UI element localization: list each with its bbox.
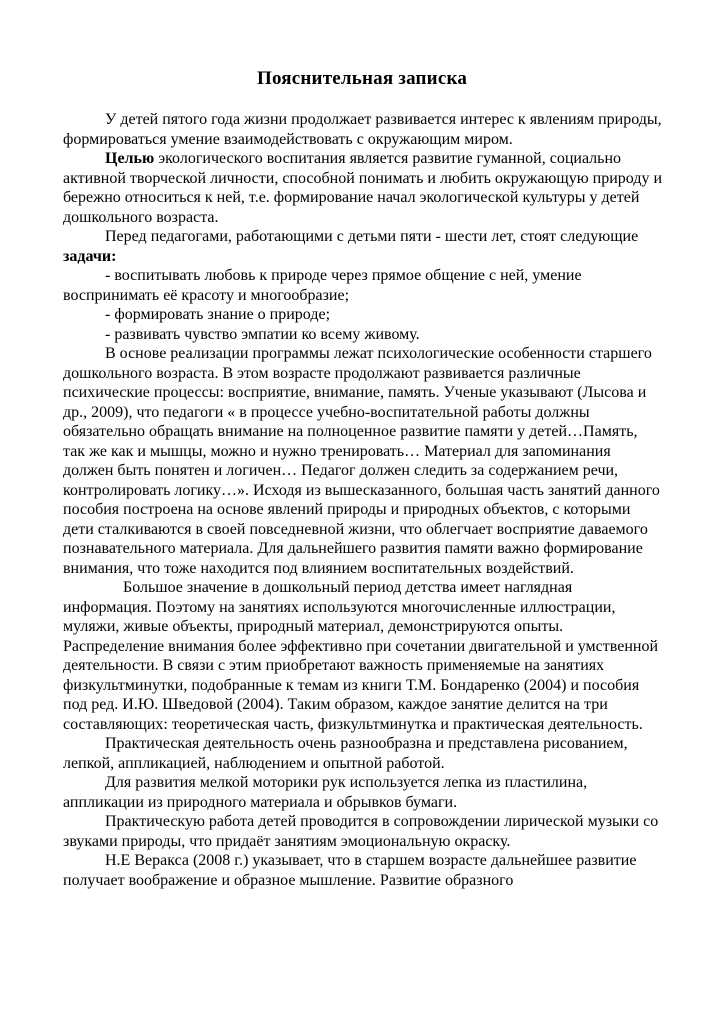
text-run: Практическую работа детей проводится в сопровождении лирической музыки со звуками природы, что придаёт занятиям эмоциональную окраску. (63, 813, 659, 850)
task-item-love-nature (63, 266, 663, 305)
paragraph-intro (63, 110, 663, 149)
text-run: В основе реализации программы лежат психологические особенности старшего дошкольного возраста. В этом возрасте продолжают развивается различные психические процессы: восприятие, внимание, память. Ученые указывают (Лысова и др., 2009), что педагоги « в процессе учебно-воспитательной работы должны обязательно обращать внимание на полноценное развитие памяти у детей…Память, так же как и мышцы, можно и нужно тренировать… Материал для запоминания должен быть понятен и логичен… Педагог должен следить за содержанием речи, контролировать логику…». Исходя из вышесказанного, большая часть занятий данного пособия построена на основе явлений природы и природных объектов, с которыми дети сталкиваются в своей повседневной жизни, что облегчает восприятие даваемого познавательного материала. Для дальнейшего развития памяти важно формирование внимания, что тоже находится под влиянием воспитательных воздействий. (63, 345, 660, 577)
text-run: экологического воспитания является развитие гуманной, социально активной творческой личности, способной понимать и любить окружающую природу и бережно относиться к ней, т.е. формирование начал экологической культуры у детей дошкольного возраста. (63, 150, 663, 226)
text-run: Н.Е Веракса (2008 г.) указывает, что в старшем возрасте дальнейшее развитие получает воображение и образное мышление. Развитие образного (63, 852, 637, 889)
text-run: Перед педагогами, работающими с детьми пяти - шести лет, стоят следующие (105, 228, 639, 245)
paragraph-psychological-basis (63, 344, 663, 578)
text-run: - воспитывать любовь к природе через прямое общение с ней, умение воспринимать её красоту и многообразие; (63, 267, 582, 304)
task-item-empathy (63, 325, 663, 345)
paragraph-music-accompaniment (63, 812, 663, 851)
paragraph-veraksa-reference (63, 851, 663, 890)
text-run: Для развития мелкой моторики рук используется лепка из пластилина, аппликации из природного материала и обрывков бумаги. (63, 774, 588, 811)
text-run: Большое значение в дошкольный период детства имеет наглядная информация. Поэтому на занятиях используются многочисленные иллюстрации, муляжи, живые объекты, природный материал, демонстрируются опыты. Распределение внимания более эффективно при сочетании двигательной и умственной деятельности. В связи с этим приобретают важность применяемые на занятиях физкультминутки, подобранные к темам из книги Т.М. Бондаренко (2004) и пособия под ред. И.Ю. Шведовой (2004). Таким образом, каждое занятие делится на три составляющих: теоретическая часть, физкультминутка и практическая деятельность. (63, 579, 659, 733)
bold-run-goal-label: Целью (105, 150, 155, 167)
document-title: Пояснительная записка (256, 68, 468, 89)
paragraph-practical-activity (63, 734, 663, 773)
paragraph-visual-information (63, 578, 663, 734)
bold-run-tasks-label: задачи: (63, 247, 117, 265)
paragraph-goal (63, 149, 663, 227)
text-run: У детей пятого года жизни продолжает развивается интерес к явлениям природы, формироваться умение взаимодействовать с окружающим миром. (63, 111, 662, 148)
text-run: Практическая деятельность очень разнообразна и представлена рисованием, лепкой, аппликацией, наблюдением и опытной работой. (63, 735, 628, 772)
document-body (63, 110, 663, 890)
text-run: - формировать знание о природе; (105, 306, 331, 323)
task-item-knowledge (63, 305, 663, 325)
text-run: - развивать чувство эмпатии ко всему живому. (105, 325, 420, 343)
paragraph-fine-motor (63, 773, 663, 812)
paragraph-tasks-lead (63, 227, 663, 266)
